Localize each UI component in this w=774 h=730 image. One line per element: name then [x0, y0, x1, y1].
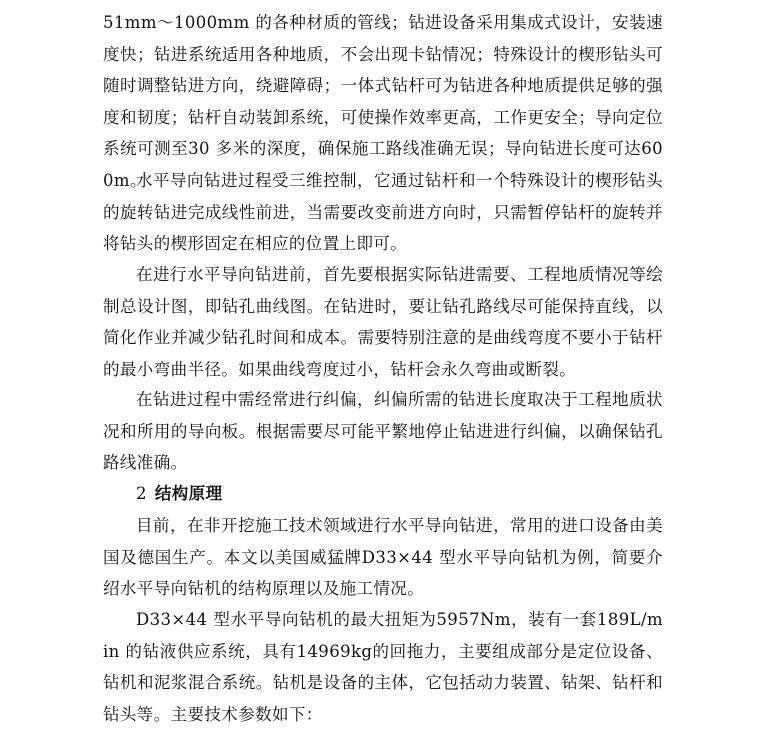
section-heading	[136, 478, 223, 510]
section-title: 结构原理	[154, 484, 223, 503]
paragraph-deviation-correction: 在钻进过程中需经常进行纠偏，纠偏所需的钻进长度取决于工程地质状况和所用的导向板。根据需要尽可能平繁地停止钻进进行纠偏，以确保钻孔路线准确。	[103, 390, 663, 472]
paragraph-drilling-features: 51mm～1000mm 的各种材质的管线；钻进设备采用集成式设计，安装速度快；钻进系统适用各种地质，不会出现卡钻情况；特殊设计的楔形钻头可随时调整钻进方向，绕避障碍；一体式钻杆可为钻进各种地质提供足够的强度和韧度；钻杆自动装卸系统，可使操作效率更高，工作更安全；导向定位系统可测至30 多米的深度，确保施工路线准确无误；导向钻进长度可达600m。	[103, 13, 663, 190]
paragraph-3d-control: 水平导向钻进过程受三维控制，它通过钻杆和一个特殊设计的楔形钻头的旋转钻进完成线性前进，当需要改变前进方向时，只需暂停钻杆的旋转并将钻头的楔形固定在相应的位置上即可。	[103, 171, 663, 253]
paragraph-design-drawing: 在进行水平导向钻进前，首先要根据实际钻进需要、工程地质情况等绘制总设计图，即钻孔曲线图。在钻进时，要让钻孔路线尽可能保持直线，以简化作业并减少钻孔时间和成本。需要特别注意的是曲线弯度不要小于钻杆的最小弯曲半径。如果曲线弯度过小，钻杆会永久弯曲或断裂。	[103, 265, 663, 379]
paragraph-d33x44-specs: D33×44 型水平导向钻机的最大扭矩为5957Nm，装有一套189L/min 的钻液供应系统，具有14969kg的回拖力，主要组成部分是定位设备、钻机和泥浆混合系统。钻机是设备的主体，它包括动力装置、钻架、钻杆和钻头等。主要技术参数如下：	[103, 610, 663, 724]
paragraph-equipment-intro: 目前，在非开挖施工技术领域进行水平导向钻进，常用的进口设备由美国及德国生产。本文以美国威猛牌D33×44 型水平导向钻机为例，简要介绍水平导向钻机的结构原理以及施工情况。	[103, 516, 663, 598]
section-number: 2	[136, 484, 147, 503]
